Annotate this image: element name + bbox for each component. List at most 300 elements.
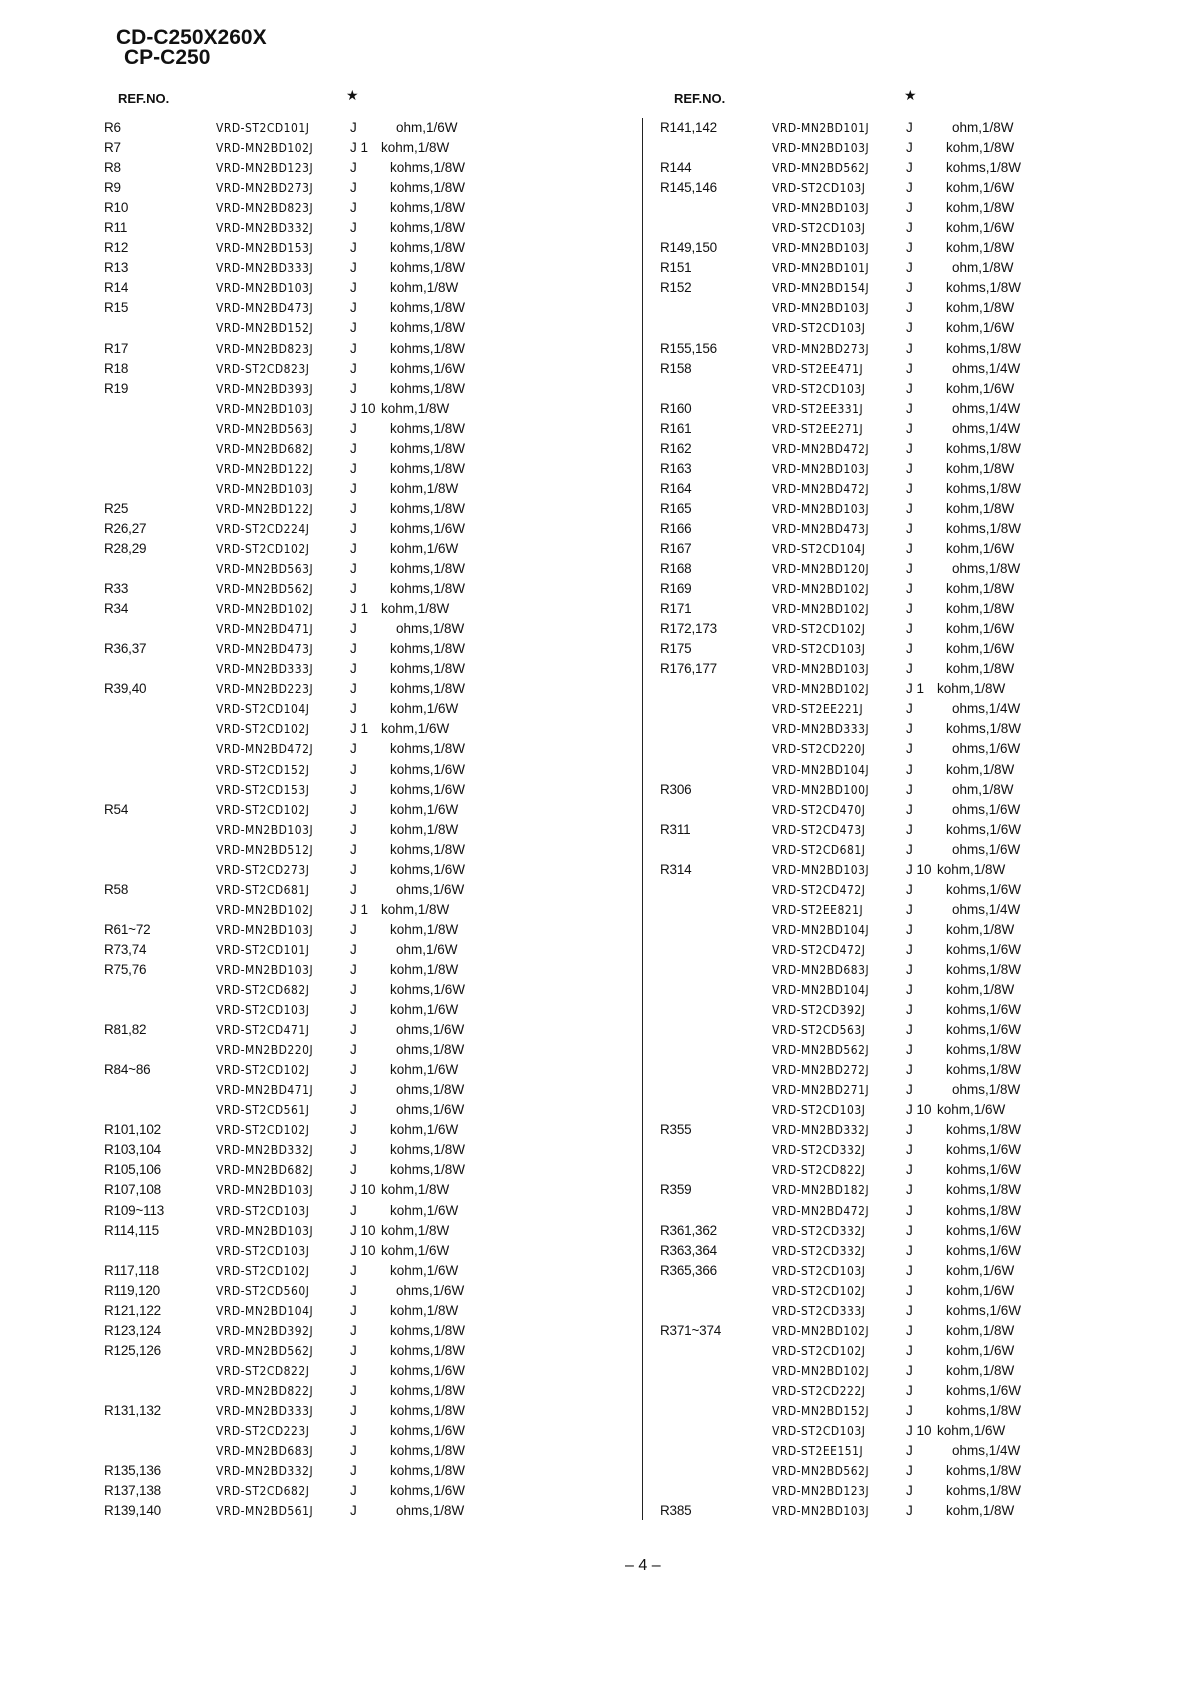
ref-no: R103,104 [104,1142,161,1158]
ref-no: R164 [660,480,692,496]
parts-row [104,1423,524,1443]
value: kohm,1/8W [946,1503,1015,1519]
value: ohms,1/8W [952,561,1021,577]
tolerance: J [906,1503,913,1519]
parts-row [104,581,524,601]
value: kohms,1/8W [390,220,466,236]
part-number: VRD-MN2BD473J [772,520,870,536]
title-line-1: CD-C250X260X [116,26,267,49]
parts-row [104,200,524,220]
ref-no: R58 [104,881,129,897]
part-number: VRD-MN2BD103J [772,661,870,677]
parts-row [660,1423,1080,1443]
ref-no: R61~72 [104,921,151,937]
parts-row [104,882,524,902]
part-number: VRD-MN2BD561J [216,1503,314,1519]
part-number: VRD-MN2BD103J [772,861,870,877]
ref-no: R34 [104,601,129,617]
tolerance: J [906,320,913,336]
parts-row [660,561,1080,581]
tolerance: J [906,1342,913,1358]
ref-no: R84~86 [104,1062,151,1078]
tolerance: J 1 [906,681,925,697]
value: kohms,1/6W [390,1362,466,1378]
part-number: VRD-MN2BD122J [216,460,314,476]
value: kohms,1/6W [390,781,466,797]
ref-no: R172,173 [660,621,717,637]
tolerance: J [906,881,913,897]
value: ohms,1/8W [396,1042,465,1058]
part-number: VRD-MN2BD272J [772,1062,870,1078]
tolerance: J [906,1403,913,1418]
value: kohms,1/6W [946,1002,1022,1018]
tolerance: J [906,1362,913,1378]
value: kohm,1/6W [390,1202,459,1218]
part-number: VRD-ST2CD103J [216,1002,310,1018]
tolerance: J 10 [350,1222,376,1238]
part-number: VRD-ST2CD101J [216,941,310,957]
value: ohm,1/8W [952,260,1014,276]
value: kohms,1/8W [390,1142,466,1158]
parts-row [104,280,524,300]
value: kohm,1/8W [937,861,1006,877]
parts-row [104,240,524,260]
parts-row [660,1343,1080,1363]
part-number: VRD-MN2BD120J [772,561,870,577]
ref-no: R359 [660,1182,692,1198]
ref-no: R125,126 [104,1342,161,1358]
part-number: VRD-ST2EE221J [772,701,864,717]
parts-row [104,762,524,782]
tolerance: J [350,240,357,256]
value: kohm,1/8W [390,961,459,977]
value: kohms,1/8W [946,280,1022,296]
tolerance: J [350,220,357,236]
parts-row [660,320,1080,340]
value: kohms,1/8W [390,1322,466,1338]
value: kohms,1/8W [946,1202,1022,1218]
tolerance: J [350,1322,357,1338]
parts-row [104,1203,524,1223]
tolerance: J [906,761,913,777]
part-number: VRD-MN2BD562J [772,1463,870,1479]
part-number: VRD-ST2CD102J [216,1262,310,1278]
value: kohms,1/6W [390,982,466,998]
ref-no: R151 [660,260,692,276]
parts-row [104,260,524,280]
value: kohm,1/6W [946,220,1015,236]
part-number: VRD-MN2BD273J [216,180,314,196]
tolerance: J [350,320,357,336]
ref-no: R141,142 [660,120,717,135]
tolerance: J [350,982,357,998]
tolerance: J [906,180,913,196]
parts-row [660,461,1080,481]
value: ohms,1/4W [952,901,1021,917]
value: kohms,1/8W [946,1122,1022,1138]
parts-row [104,701,524,721]
value: kohms,1/8W [390,1162,466,1178]
part-number: VRD-ST2CD103J [772,1102,866,1118]
parts-row [660,1042,1080,1062]
value: kohms,1/8W [390,1403,466,1418]
value: kohm,1/6W [390,1122,459,1138]
part-number: VRD-ST2CD101J [216,120,310,135]
value: kohms,1/8W [946,1463,1022,1479]
tolerance: J [350,1483,357,1499]
part-number: VRD-ST2CD332J [772,1222,866,1238]
value: kohm,1/8W [946,200,1015,216]
value: kohms,1/8W [390,1463,466,1479]
parts-row [660,1122,1080,1142]
part-number: VRD-ST2CD102J [216,1062,310,1078]
part-number: VRD-ST2CD822J [772,1162,866,1178]
value: ohms,1/6W [952,841,1021,857]
tolerance: J [906,821,913,837]
tolerance: J [350,500,357,516]
tolerance: J [350,661,357,677]
parts-row [104,220,524,240]
tolerance: J [350,440,357,456]
value: kohm,1/8W [381,901,450,917]
tolerance: J [350,861,357,877]
parts-row [104,481,524,501]
parts-row [104,541,524,561]
part-number: VRD-MN2BD104J [772,921,870,937]
part-number: VRD-MN2BD103J [216,921,314,937]
value: kohms,1/8W [946,1403,1022,1418]
ref-no: R6 [104,120,121,135]
tolerance: J [350,380,357,396]
parts-row [104,982,524,1002]
part-number: VRD-MN2BD103J [216,821,314,837]
part-number: VRD-MN2BD273J [772,340,870,356]
parts-row [104,160,524,180]
part-number: VRD-MN2BD473J [216,300,314,316]
parts-row [104,1263,524,1283]
part-number: VRD-MN2BD153J [216,240,314,256]
part-number: VRD-ST2CD102J [772,621,866,637]
ref-no: R145,146 [660,180,717,196]
tolerance: J [906,641,913,657]
value: ohms,1/6W [396,1282,465,1298]
value: kohms,1/8W [946,721,1022,737]
part-number: VRD-ST2CD103J [772,1262,866,1278]
tolerance: J [350,761,357,777]
part-number: VRD-ST2CD102J [772,1342,866,1358]
part-number: VRD-MN2BD103J [772,200,870,216]
parts-row [104,1283,524,1303]
value: kohms,1/6W [390,1483,466,1499]
part-number: VRD-ST2EE151J [772,1443,864,1459]
value: kohm,1/8W [946,581,1015,597]
part-number: VRD-ST2CD103J [772,1423,866,1439]
part-number: VRD-MN2BD562J [216,1342,314,1358]
column-divider [642,118,643,1520]
tolerance: J [350,681,357,697]
value: kohms,1/8W [946,1182,1022,1198]
tolerance: J [350,200,357,216]
ref-no: R175 [660,641,692,657]
parts-row [660,1243,1080,1263]
tolerance: J 10 [906,1423,932,1439]
ref-no: R152 [660,280,692,296]
value: ohms,1/4W [952,1443,1021,1459]
ref-no: R168 [660,561,692,577]
part-number: VRD-MN2BD103J [216,1182,314,1198]
parts-row [660,120,1080,140]
part-number: VRD-ST2CD681J [772,841,866,857]
part-number: VRD-ST2CD103J [772,320,866,336]
tolerance: J 1 [350,721,369,737]
value: ohms,1/6W [952,741,1021,757]
part-number: VRD-ST2CD472J [772,941,866,957]
ref-no: R385 [660,1503,692,1519]
value: kohm,1/8W [390,480,459,496]
tolerance: J [350,1042,357,1058]
tolerance: J [350,1463,357,1479]
parts-row [104,120,524,140]
value: kohm,1/6W [390,1002,459,1018]
value: kohms,1/6W [946,1022,1022,1038]
page-number: – 4 – [625,1557,661,1574]
parts-row [104,401,524,421]
value: kohm,1/8W [946,240,1015,256]
part-number: VRD-MN2BD562J [772,160,870,176]
part-number: VRD-MN2BD823J [216,200,314,216]
parts-row [660,441,1080,461]
tolerance: J [906,500,913,516]
part-number: VRD-MN2BD472J [772,480,870,496]
value: ohms,1/6W [396,881,465,897]
parts-row [660,1303,1080,1323]
value: kohm,1/6W [946,621,1015,637]
ref-no: R171 [660,601,692,617]
value: kohm,1/6W [937,1423,1006,1439]
tolerance: J [350,1202,357,1218]
value: kohm,1/8W [946,921,1015,937]
part-number: VRD-MN2BD683J [216,1443,314,1459]
parts-row [104,361,524,381]
tolerance: J [906,982,913,998]
ref-no: R114,115 [104,1222,159,1238]
tolerance: J [906,661,913,677]
parts-row [104,641,524,661]
tolerance: J [906,921,913,937]
tolerance: J [906,741,913,757]
ref-no: R306 [660,781,692,797]
part-number: VRD-ST2CD822J [216,1362,310,1378]
star-marker-right: ★ [904,88,917,104]
parts-row [104,1463,524,1483]
part-number: VRD-ST2CD332J [772,1142,866,1158]
ref-no: R73,74 [104,941,147,957]
part-number: VRD-MN2BD182J [772,1182,870,1198]
parts-row [660,280,1080,300]
parts-row [660,762,1080,782]
tolerance: J [350,741,357,757]
parts-row [660,1363,1080,1383]
ref-no: R158 [660,360,692,376]
part-number: VRD-MN2BD102J [772,581,870,597]
ref-no: R361,362 [660,1222,717,1238]
part-number: VRD-ST2CD152J [216,761,310,777]
part-number: VRD-ST2CD153J [216,781,310,797]
tolerance: J [350,701,357,717]
parts-row [660,721,1080,741]
tolerance: J [906,841,913,857]
value: kohms,1/8W [390,340,466,356]
tolerance: J [906,901,913,917]
tolerance: J [906,941,913,957]
part-number: VRD-ST2CD823J [216,360,310,376]
tolerance: J [350,280,357,296]
tolerance: J [350,821,357,837]
ref-no: R139,140 [104,1503,161,1519]
value: kohm,1/8W [381,1222,450,1238]
value: ohms,1/8W [396,1082,465,1098]
tolerance: J 10 [906,861,932,877]
tolerance: J [350,1403,357,1418]
parts-row [104,601,524,621]
parts-row [104,1002,524,1022]
part-number: VRD-MN2BD103J [772,500,870,516]
value: kohm,1/8W [946,140,1015,156]
value: kohms,1/8W [946,961,1022,977]
tolerance: J [906,1222,913,1238]
tolerance: J [350,460,357,476]
part-number: VRD-MN2BD152J [216,320,314,336]
ref-no: R81,82 [104,1022,147,1038]
parts-row [660,1102,1080,1122]
part-number: VRD-MN2BD271J [772,1082,870,1098]
ref-no: R54 [104,801,129,817]
part-number: VRD-ST2CD224J [216,520,310,536]
parts-row [660,1223,1080,1243]
part-number: VRD-ST2CD333J [772,1302,866,1318]
value: kohm,1/6W [937,1102,1006,1118]
value: kohms,1/6W [946,881,1022,897]
tolerance: J 10 [350,1182,376,1198]
value: kohms,1/6W [390,1423,466,1439]
part-number: VRD-MN2BD332J [216,1463,314,1479]
value: kohms,1/8W [390,741,466,757]
tolerance: J [906,1062,913,1078]
tolerance: J [350,120,357,135]
part-number: VRD-ST2CD392J [772,1002,866,1018]
value: kohm,1/8W [946,761,1015,777]
tolerance: J [906,581,913,597]
tolerance: J 1 [350,601,369,617]
ref-no: R311 [660,821,691,837]
part-number: VRD-ST2EE821J [772,901,864,917]
part-number: VRD-MN2BD154J [772,280,870,296]
tolerance: J [350,1002,357,1018]
tolerance: J [350,260,357,276]
ref-no: R109~113 [104,1202,165,1218]
parts-row [660,862,1080,882]
parts-row [104,862,524,882]
tolerance: J [350,1443,357,1459]
value: kohm,1/8W [381,140,450,156]
ref-no: R25 [104,500,129,516]
parts-row [104,1383,524,1403]
part-number: VRD-MN2BD471J [216,621,314,637]
tolerance: J [906,360,913,376]
parts-row [660,802,1080,822]
parts-row [104,1042,524,1062]
value: kohm,1/8W [390,1302,459,1318]
value: kohms,1/8W [390,561,466,577]
tolerance: J [350,480,357,496]
tolerance: J [906,440,913,456]
value: kohms,1/8W [390,1382,466,1398]
part-number: VRD-MN2BD473J [216,641,314,657]
part-number: VRD-MN2BD333J [216,260,314,276]
tolerance: J [906,1142,913,1158]
tolerance: J 10 [350,400,376,416]
value: kohm,1/8W [381,601,450,617]
parts-row [660,982,1080,1002]
tolerance: J [906,300,913,316]
part-number: VRD-MN2BD562J [772,1042,870,1058]
tolerance: J [906,460,913,476]
tolerance: J [906,1382,913,1398]
value: kohms,1/8W [390,200,466,216]
part-number: VRD-MN2BD332J [216,1142,314,1158]
tolerance: J [906,540,913,556]
value: kohm,1/8W [946,982,1015,998]
parts-row [660,902,1080,922]
part-number: VRD-MN2BD101J [772,120,870,135]
value: kohm,1/6W [946,380,1015,396]
part-number: VRD-ST2EE271J [772,420,864,436]
part-number: VRD-ST2CD102J [216,540,310,556]
tolerance: J [350,300,357,316]
part-number: VRD-MN2BD102J [772,1362,870,1378]
part-number: VRD-ST2CD473J [772,821,866,837]
value: kohm,1/8W [381,400,450,416]
part-number: VRD-ST2CD103J [216,1202,310,1218]
part-number: VRD-ST2CD470J [772,801,866,817]
tolerance: J [906,1122,913,1138]
ref-no: R10 [104,200,129,216]
ref-no: R169 [660,581,692,597]
value: kohms,1/8W [946,1483,1022,1499]
tolerance: J [906,1182,913,1198]
ref-no: R75,76 [104,961,147,977]
tolerance: J [906,961,913,977]
part-number: VRD-ST2CD223J [216,1423,310,1439]
part-number: VRD-MN2BD563J [216,420,314,436]
part-number: VRD-ST2CD273J [216,861,310,877]
value: kohms,1/8W [946,160,1022,176]
ref-no: R155,156 [660,340,717,356]
value: kohms,1/6W [390,360,466,376]
part-number: VRD-MN2BD102J [772,681,870,697]
parts-row [104,561,524,581]
parts-row [104,1363,524,1383]
parts-row [660,200,1080,220]
part-number: VRD-MN2BD103J [772,300,870,316]
value: kohms,1/8W [390,460,466,476]
value: kohms,1/6W [946,1302,1022,1318]
tolerance: J [906,1443,913,1459]
value: kohm,1/6W [390,1262,459,1278]
part-number: VRD-MN2BD104J [216,1302,314,1318]
value: kohm,1/6W [381,1242,450,1258]
tolerance: J [906,1322,913,1338]
